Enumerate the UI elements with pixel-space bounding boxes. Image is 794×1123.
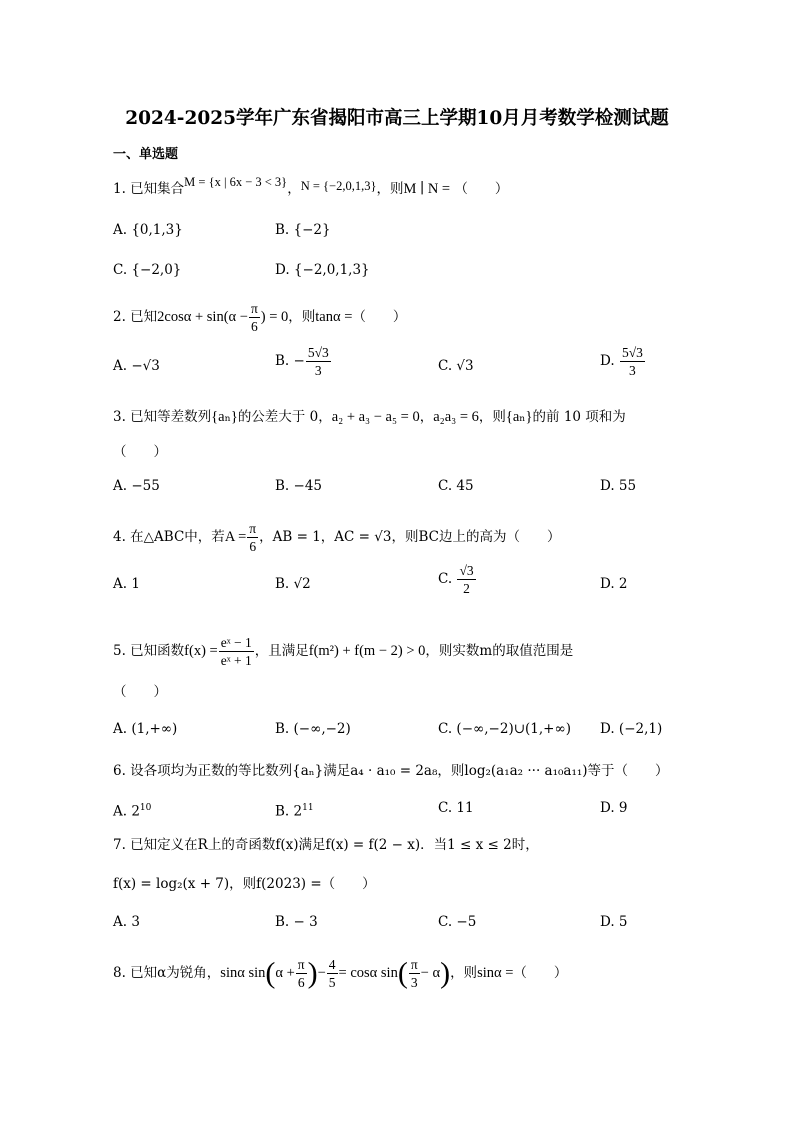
q2-stem: 2. 已知 xyxy=(113,309,158,325)
q3-option-d: D. 55 xyxy=(600,478,637,494)
q2-option-b-frac xyxy=(306,344,331,379)
q8-minus: − xyxy=(317,965,326,981)
q5-fx: f(x) = xyxy=(184,643,218,659)
q4-option-d: D. 2 xyxy=(600,576,628,592)
q4-a-eq: A = xyxy=(224,529,247,545)
q6-option-b-exp: 11 xyxy=(302,803,314,813)
q6-option-a xyxy=(113,796,151,824)
q6-option-a-exp: 10 xyxy=(139,803,152,813)
q1-sep: ， xyxy=(287,181,301,197)
q8-stem: 8. 已知α为锐角， xyxy=(113,965,221,981)
q8-frac2-den: 5 xyxy=(328,975,336,990)
question-2 xyxy=(113,300,406,335)
question-3 xyxy=(113,405,626,429)
q5-rest2: ，则实数m的取值范围是 xyxy=(425,643,574,659)
q1-expr: M ∣ N = xyxy=(403,181,451,197)
q1-stem: 1. 已知集合 xyxy=(113,181,185,197)
q8-eq: = cosα sin xyxy=(338,965,398,981)
q8-frac-pi3 xyxy=(409,956,420,991)
q3-seq: {aₙ} xyxy=(211,409,238,425)
q8-lparen-2: ( xyxy=(397,956,408,990)
q2-expr-b: ) = 0 xyxy=(260,309,289,325)
q5-frac-num: eˣ − 1 xyxy=(220,635,252,650)
question-7-line-2: f(x) = log₂(x + 7)，则f(2023) =（ ） xyxy=(113,876,376,892)
q2-option-c: C. √3 xyxy=(438,358,474,374)
q8-a1: α + xyxy=(275,965,295,981)
q2-option-b-num: 5√3 xyxy=(307,345,329,360)
q6-option-c: C. 11 xyxy=(438,800,474,816)
q2-option-d-num: 5√3 xyxy=(621,345,643,360)
q3-cond2: a₂a₃ = 6 xyxy=(433,409,479,425)
q2-expr-a: 2cosα + sin(α − xyxy=(157,309,248,325)
q8-frac3-num: π xyxy=(410,957,418,972)
q5-option-c: C. (−∞,−2)∪(1,+∞) xyxy=(438,721,571,737)
q8-frac1-den: 6 xyxy=(297,975,305,990)
q2-option-b xyxy=(275,344,332,379)
q7-option-c: C. −5 xyxy=(438,914,477,930)
page-title: 2024-2025学年广东省揭阳市高三上学期10月月考数学检测试题 xyxy=(125,108,669,129)
q7-option-a: A. 3 xyxy=(113,914,140,930)
q7-option-b: B. − 3 xyxy=(275,914,318,930)
q8-rparen-2: ) xyxy=(440,956,451,990)
section-heading: 一、单选题 xyxy=(113,147,179,162)
q1-set-m: M = {x | 6x − 3 < 3} xyxy=(184,175,288,189)
q8-frac-pi6 xyxy=(296,956,307,991)
q2-ask: tanα = xyxy=(315,309,353,325)
q5-frac xyxy=(219,634,254,669)
q3-stem: 3. 已知等差数列 xyxy=(113,409,212,425)
q8-frac1-num: π xyxy=(297,957,305,972)
q4-option-c-num: √3 xyxy=(459,563,474,578)
q8-blank: （ ） xyxy=(513,965,568,981)
q2-frac-den: 6 xyxy=(250,319,258,334)
q4-option-c-prefix: C. xyxy=(438,571,453,587)
q3-blank: （ ） xyxy=(113,444,167,460)
q4-frac xyxy=(247,520,258,555)
q7-option-d: D. 5 xyxy=(600,914,628,930)
q1-then: ，则 xyxy=(376,181,404,197)
q1-blank: （ ） xyxy=(454,181,509,197)
q1-set-n: N = {−2,0,1,3} xyxy=(300,179,377,193)
q2-option-d xyxy=(600,344,646,379)
question-6: 6. 设各项均为正数的等比数列{aₙ}满足a₄ · a₁₀ = 2a₈，则log₂(a₁a₂ ··· a₁₀a₁₁)等于（ ） xyxy=(113,763,669,779)
q2-option-b-prefix: B. − xyxy=(275,353,305,369)
q8-frac2-num: 4 xyxy=(328,957,336,972)
q5-option-a: A. (1,+∞) xyxy=(113,721,178,737)
q5-option-d: D. (−2,1) xyxy=(600,721,663,737)
q4-option-c-den: 2 xyxy=(463,581,470,596)
q3-seq-2: {aₙ} xyxy=(505,409,533,425)
q2-frac-num: π xyxy=(250,301,258,316)
q6-option-d: D. 9 xyxy=(600,800,628,816)
q2-blank: （ ） xyxy=(352,309,407,325)
q2-frac-pi6 xyxy=(249,300,260,335)
q8-frac-45 xyxy=(327,956,338,991)
q8-lparen: ( xyxy=(265,956,276,990)
q2-option-d-frac xyxy=(620,344,645,379)
q1-option-b: B. {−2} xyxy=(275,222,331,238)
q2-option-d-prefix: D. xyxy=(600,353,615,369)
q3-t1: 的公差大于 0， xyxy=(237,409,332,425)
q4-option-c-frac xyxy=(457,562,475,597)
q5-rest: ，且满足 xyxy=(254,643,309,659)
q4-stem: 4. 在△ABC中，若 xyxy=(113,529,225,545)
q1-option-d: D. {−2,0,1,3} xyxy=(275,262,370,278)
q8-ask: sinα = xyxy=(477,965,514,981)
q5-frac-den: eˣ + 1 xyxy=(220,653,252,668)
q1-option-c: C. {−2,0} xyxy=(113,262,182,278)
q4-option-a: A. 1 xyxy=(113,576,140,592)
q6-option-b xyxy=(275,796,314,824)
question-4 xyxy=(113,520,560,555)
q8-p1: sinα sin xyxy=(220,965,266,981)
q8-frac3-den: 3 xyxy=(410,975,418,990)
q2-option-a: A. −√3 xyxy=(113,358,160,374)
q5-cond: f(m²) + f(m − 2) > 0 xyxy=(308,643,426,659)
q3-t3: ，则 xyxy=(478,409,506,425)
q8-rparen: ) xyxy=(307,956,318,990)
q6-option-a-base: A. 2 xyxy=(113,803,140,820)
q3-option-c: C. 45 xyxy=(438,478,474,494)
q8-a2: − α xyxy=(420,965,441,981)
q4-frac-den: 6 xyxy=(249,539,257,554)
q3-t2: ， xyxy=(419,409,434,425)
q8-then: ，则 xyxy=(450,965,478,981)
question-7-line-1: 7. 已知定义在R上的奇函数f(x)满足f(x) = f(2 − x)．当1 ≤ x ≤ 2时， xyxy=(113,837,539,853)
question-1 xyxy=(113,177,508,201)
q4-rest: ，AB = 1，AC = √3，则BC边上的高为（ ） xyxy=(259,529,561,545)
q3-cond1: a₂ + a₃ − a₅ = 0 xyxy=(331,409,420,425)
q5-option-b: B. (−∞,−2) xyxy=(275,721,351,737)
q5-stem: 5. 已知函数 xyxy=(113,643,185,659)
q2-option-d-den: 3 xyxy=(629,363,636,378)
q2-option-b-den: 3 xyxy=(314,363,322,378)
question-5 xyxy=(113,634,573,669)
q3-t4: 的前 10 项和为 xyxy=(532,409,626,425)
q4-frac-num: π xyxy=(249,521,257,536)
q1-option-a: A. {0,1,3} xyxy=(113,222,183,238)
q2-then: ，则 xyxy=(288,309,316,325)
q5-blank: （ ） xyxy=(113,684,167,700)
q3-option-b: B. −45 xyxy=(275,478,322,494)
q4-option-b: B. √2 xyxy=(275,576,311,592)
q6-option-b-base: B. 2 xyxy=(275,803,303,820)
q3-option-a: A. −55 xyxy=(113,478,160,494)
q4-option-c xyxy=(438,562,477,597)
question-8 xyxy=(113,956,567,991)
